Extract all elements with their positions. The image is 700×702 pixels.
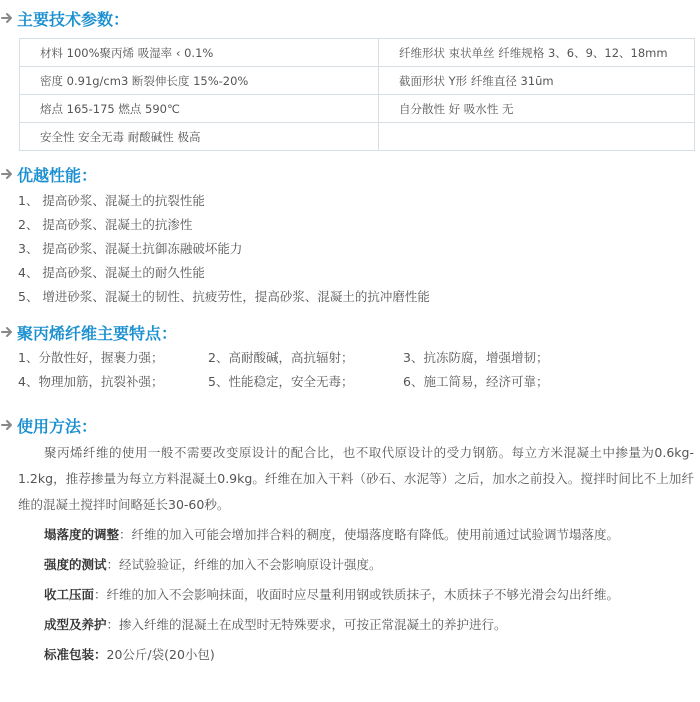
- usage-item-label: 收工压面: [44, 587, 95, 602]
- usage-item-label: 强度的测试: [44, 557, 107, 572]
- list-item: 2、 提高砂浆、混凝土的抗渗性: [18, 217, 193, 232]
- usage-body: [18, 440, 694, 668]
- feature-item: 1、分散性好，握裹力强；: [18, 350, 164, 365]
- packaging-label: 标准包装：: [44, 647, 107, 662]
- usage-item-label: 成型及养护: [44, 617, 107, 632]
- table-cell: 纤维形状 束状单丝 纤维规格 3、6、9、12、18mm: [379, 39, 695, 67]
- arrow-right-icon: [0, 167, 14, 181]
- table-cell: 截面形状 Y形 纤维直径 31ūm: [379, 67, 695, 95]
- usage-item: [18, 522, 694, 548]
- usage-item-text: ：纤维的加入不会影响抹面，收面时应尽量利用钢或铁质抹子，木质抹子不够光滑会勾出纤维。: [94, 587, 620, 602]
- usage-item-text: ：经试验验证，纤维的加入不会影响原设计强度。: [106, 557, 382, 572]
- table-cell: 材料 100%聚丙烯 吸湿率 ‹ 0.1%: [20, 39, 379, 67]
- usage-item: [18, 552, 694, 578]
- section-title-text: 使用方法：: [17, 416, 98, 436]
- section-title-text: 优越性能：: [17, 165, 98, 185]
- section-title-usage: [0, 413, 97, 437]
- arrow-right-icon: [0, 11, 14, 25]
- usage-item: [18, 582, 694, 608]
- usage-intro: 聚丙烯纤维的使用一般不需要改变原设计的配合比，也不取代原设计的受力钢筋。每立方米混凝土中掺量为0.6kg-1.2kg，推荐掺量为每立方料混凝土0.9kg。纤维在加入干料（砂石、水泥等）之后，加水之前投入。搅拌时间比不上加纤维的混凝土搅拌时间略延长30-60秒。: [18, 445, 694, 512]
- table-cell: 安全性 安全无毒 耐酸碱性 极高: [20, 123, 379, 151]
- list-item: 1、 提高砂浆、混凝土的抗裂性能: [18, 193, 205, 208]
- usage-item-text: ：掺入纤维的混凝土在成型时无特殊要求，可按正常混凝土的养护进行。: [106, 617, 507, 632]
- table-cell: 熔点 165-175 燃点 590℃: [20, 95, 379, 123]
- usage-packaging: [18, 642, 694, 668]
- list-item: 4、 提高砂浆、混凝土的耐久性能: [18, 265, 205, 280]
- table-row: [20, 39, 695, 67]
- usage-item-text: ：纤维的加入可能会增加拌合料的稠度，使塌落度略有降低。使用前通过试验调节塌落度。: [119, 527, 620, 542]
- arrow-right-icon: [0, 418, 14, 432]
- feature-item: 2、高耐酸碱，高抗辐射；: [208, 350, 354, 365]
- usage-item: [18, 612, 694, 638]
- section-title-features: [0, 320, 177, 344]
- section-title-text: 聚丙烯纤维主要特点：: [17, 323, 178, 343]
- section-title-specs: [0, 6, 129, 30]
- specs-table: [19, 38, 695, 151]
- table-cell: 密度 0.91g/cm3 断裂伸长度 15%-20%: [20, 67, 379, 95]
- table-row: [20, 123, 695, 151]
- list-item: 3、 提高砂浆、混凝土抗御冻融破坏能力: [18, 241, 243, 256]
- list-item: 5、 增进砂浆、混凝土的韧性、抗疲劳性，提高砂浆、混凝土的抗冲磨性能: [18, 289, 430, 304]
- table-cell: 自分散性 好 吸水性 无: [379, 95, 695, 123]
- feature-item: 3、抗冻防腐，增强增韧；: [403, 350, 549, 365]
- feature-item: 4、物理加筋，抗裂补强；: [18, 374, 164, 389]
- packaging-text: 20公斤/袋(20小包): [106, 647, 215, 662]
- feature-item: 6、施工简易，经济可靠；: [403, 374, 549, 389]
- table-cell: [379, 123, 695, 151]
- feature-item: 5、性能稳定，安全无毒；: [208, 374, 354, 389]
- advantages-list: [18, 189, 430, 309]
- usage-item-label: 塌落度的调整: [44, 527, 120, 542]
- arrow-right-icon: [0, 325, 14, 339]
- section-title-advantages: [0, 162, 97, 186]
- section-title-text: 主要技术参数：: [17, 9, 130, 29]
- table-row: [20, 95, 695, 123]
- table-row: [20, 67, 695, 95]
